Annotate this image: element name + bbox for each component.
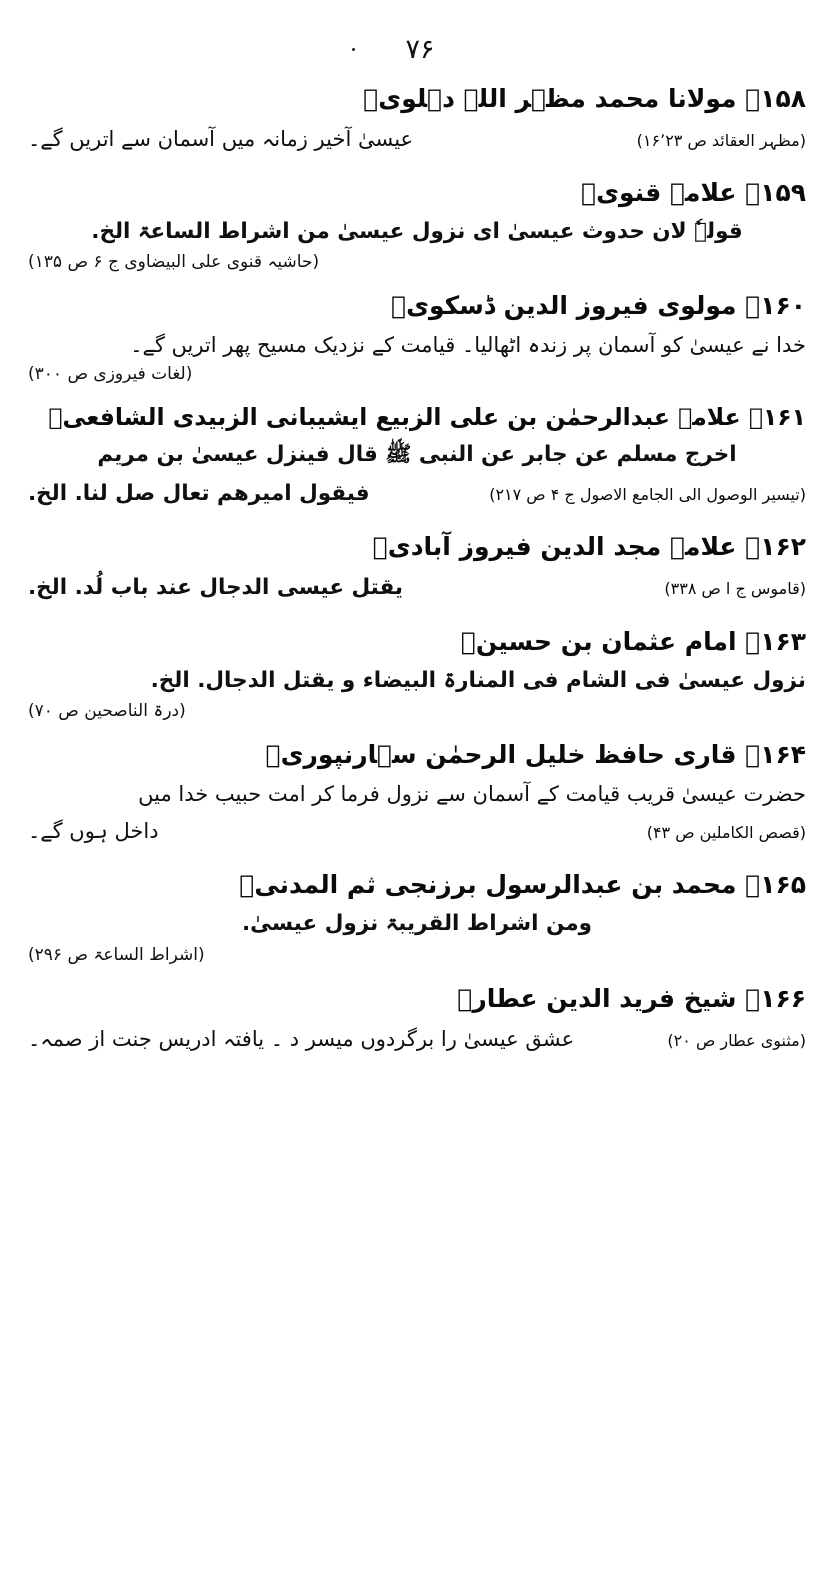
entry-reference: (قصص الکاملین ص ۴۳) [646,823,806,843]
entry-heading: ۱۶۳۔ امام عثمان بن حسینؒ [460,626,806,656]
entry-158 [28,81,806,159]
entry-body-line: عیسیٰ آخیر زمانہ میں آسمان سے اتریں گے۔ [28,127,414,152]
entry-body-row [28,1021,806,1059]
entry-165 [28,867,806,965]
entry-reference: (مثنوی عطار ص ۲۰) [667,1030,806,1050]
entry-body-line: داخل ہوں گے۔ [28,819,159,844]
entry-body-line: خدا نے عیسیٰ کو آسمان پر زندہ اٹھالیا۔ قیامت کے نزدیک مسیح پھر اتریں گے۔ [130,332,806,357]
print-speck [352,48,355,51]
entry-162 [28,529,806,608]
entry-159 [28,175,806,273]
entry-heading: ۱۶۶۔ شیخ فرید الدین عطارؒ [457,983,806,1013]
entry-heading: ۱۶۴۔ قاری حافظ خلیل الرحمٰن سہارنپوریؒ [265,740,806,770]
entry-body-line: عشق عیسیٰ را برگردوں میسر د ۔ یافتہ ادریس جنت از صمہ۔ [28,1026,575,1051]
entry-body-line: قولہٗ لان حدوث عیسیٰ ای نزول عیسیٰ من اشراط الساعۃ الخ. [91,219,743,245]
page-number: ۷۶ [405,34,435,65]
entry-reference: (لغات فیروزی ص ۳۰۰) [28,364,193,385]
entry-reference: (درۃ الناصحین ص ۷۰) [28,701,186,722]
entry-reference: (تیسیر الوصول الی الجامع الاصول ج ۴ ص ۲۱۷) [489,484,806,504]
entry-160 [28,288,806,384]
entry-body-row [28,813,806,851]
entry-163 [28,624,806,722]
entry-heading: ۱۶۵۔ محمد بن عبدالرسول برزنجی ثم المدنیؒ [239,869,806,899]
entry-reference: (قاموس ج ا ص ۳۳۸) [664,579,806,599]
entry-164 [28,737,806,850]
entry-body-row [28,121,806,159]
entry-body-line: نزول عیسیٰ فی الشام فی المنارۃ البیضاء و یقتل الدجال. الخ. [150,668,806,694]
entry-body-row [28,475,806,513]
entry-heading: ۱۶۱۔ علامہ عبدالرحمٰن بن علی الزبیع ایشیبانی الزبیدی الشافعیؒ [48,403,806,432]
page-content [0,81,840,1058]
entry-reference: (حاشیہ قنوی علی البیضاوی ج ۶ ص ۱۳۵) [28,252,320,273]
entry-body-line: ومن اشراط القریبۃ نزول عیسیٰ. [241,911,592,937]
entry-heading: ۱۶۰۔ مولوی فیروز الدین ڈسکویؒ [391,291,806,321]
entry-166 [28,981,806,1059]
entry-body-row [28,569,806,607]
entry-body-line: حضرت عیسیٰ قریب قیامت کے آسمان سے نزول فرما کر امت حبیب خدا میں [138,781,806,806]
entry-body-line: فیقول امیرهم تعال صل لنا. الخ. [28,480,370,506]
entry-reference: (مظہر العقائد ص ۱۶٬۲۳) [636,131,806,151]
document-page [0,34,840,1574]
entry-body-line: اخرج مسلم عن جابر عن النبی ﷺ قال فینزل عیسیٰ بن مریم [97,442,737,468]
entry-reference: (اشراط الساعۃ ص ۲۹۶) [28,944,205,965]
entry-heading: ۱۵۸۔ مولانا محمد مظہر اللہ دہلویؒ [363,84,806,113]
entry-body-line: یقتل عیسی الدجال عند باب لُد. الخ. [28,575,404,601]
entry-161 [28,400,806,513]
entry-heading: ۱۵۹۔ علامہ قنویؒ [581,177,806,207]
entry-heading: ۱۶۲۔ علامہ مجد الدین فیروز آبادیؒ [372,532,806,562]
